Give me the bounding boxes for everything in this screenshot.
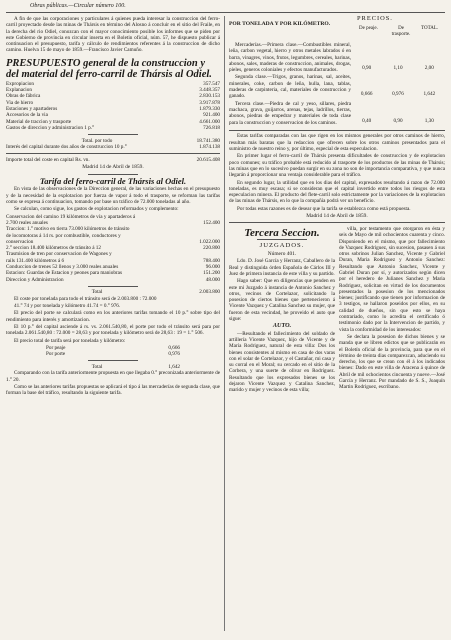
line-item [6,125,220,131]
budget-total-value: 18.741.380 [196,137,220,144]
tariff-paragraph-1: Estas tarifas comparadas con las que rigen en los mismos generales por otros caminos de hierro, resultan más baratas que la redaccion que ofrecen sobre los otros caminos presentados para el suministro de nuestro reino y, por último, especial de esta especulacion. [229,133,445,153]
line-item-value: 3.917.878 [199,99,220,106]
line-item-value: 1.879.330 [199,105,220,112]
line-item-label: Material de traccion y trasporte [6,118,72,125]
line-item-label: Obras de fábrica [6,93,41,100]
line-item-label: Direccion y Administracion [6,276,64,283]
edict-paragraph-1: Ldo. D. José García y Herranz, Caballero de la Real y distinguida órden Española de Cárlos III y Juez de primera instancia de este villa y su partido. [229,258,335,277]
line-item-value: 357.547 [203,80,220,87]
presupuesto-heading: PRESUPUESTO general de la construccion y del material del ferro-carril de Thársis al Odiel. [6,57,212,80]
line-item-value: 220.800 [203,245,220,252]
precio-paragraph-2: El 10 p.° del capital asciende á rs. vs. 2.061.540,80, el porte por todo el tránsito será para por tonelada 2.061.540,80 : 72.000 = 28,63 y por tonelada y kilómetro será de 28,63 : 19 = 1.° 506. [6,323,220,337]
comparando-paragraph: Comparando con la tarifa anteriormente propuesta en que llegaba 0.° preconizada anteriormente de 1.° 20. [6,370,220,383]
final-total-value: 1,642 [168,364,180,371]
intereses-row [6,144,220,150]
precio-paragraph-3: El precio total de tarifa será por tonelada y kilómetro: [14,337,126,344]
col-trasporte: De trasporte. [391,26,411,38]
line-item-label: Conservacion del camino 19 kilómetros de vía y apartaderos á [6,213,136,220]
trasporte-value: 0,90 [393,117,403,124]
line-item-label: Accesorios de la via [6,112,48,119]
line-item-label: de locomotoras á 14 rs. por combustible, conductores y [6,232,121,239]
coste-paragraph-2: 41.° 74 y por tonelada y kilómetro 41.74 = 0.° 976. [14,303,121,310]
line-item-label: rails 131.400 kilómetros á 6 [6,257,65,264]
costs-total-label: Total [91,289,103,296]
costs-list [6,214,220,283]
line-item-label: 2.° seccion 18.400 kilómetros de tránsito á 12 [6,245,101,252]
tariff-vals-1 [351,42,445,74]
edict-col-left [229,226,335,395]
line-item-label: Estaciones y apartaderos [6,105,58,112]
line-item-label: Explanacion [6,87,32,94]
tarifa-paragraph: En vista de las observaciones de la Direccion general, de las variaciones hechas en el presupuesto y de la necesidad de la explotacion por fuerza de vapor á todo el trasporte, se reforman las tarifas como se expresa á continuacion, tomando por base un tráfico de 72.000 toneladas al año. [6,186,220,206]
edict-paragraph-3: —Resultando el fallecimiento del soldado de artillería Vicente Vazquez, hijo de Vicente y de María Rodriguez, natural de esta villa: Dos los bienes consistentes al mismo en casa de dos varas con el solar de Cortelazor, y el Castañar, mi casa y su corral en el Moral; su cercado en el sitio de la Corbera, y una suerte de olivar en Rodríguez. Resultando que los expresados bienes se los dejaron Vicente Vazquez y Catalina Sanchez, marido y mujer y vecinos de esta villa; [229,330,335,394]
peaje-value: 0,40 [362,117,372,124]
intereses-value: 1.874.138 [199,144,220,151]
line-item-value: 48.000 [205,276,220,283]
column-divider [224,16,225,631]
tariff-paragraph-3: En segundo lugar, la utilidad que en los dias del capital, expresados resultando á razon de 72.000 toneladas, es muy escasa; si se consideran que el capital invertido entre todos los riesgos de esta especulacion minera. El producto del flete-carril solo estrictamente por la variaciones de la explotacion de las minas de Thársis, en lo que la compañía podrá ver un beneficio. [229,179,445,205]
divider [229,130,445,131]
edict-paragraph-5: Se declara la posesion de dichos bienes y se manda que se libren edictos que se publicarán en el Boletín oficial de la provincia, para que en el término de treinta dias comparezcan, aduciendo su derecho, los que se crean con él á los indicados bienes: Dado en este villa de Aracena á quince de Abril de mil ochocientos cincuenta y nueve.—José García y Herranz. Por mandado de S. S., Joaquín Martin Rodriguez, escribano. [339,333,445,391]
col-peaje: De peaje. [359,26,378,31]
line-item-value: 921.400 [203,112,220,119]
line-item-value: 151.200 [203,270,220,277]
edict-number: Número 401. [267,251,297,258]
tariff-vals-2 [351,74,445,100]
line-item-label: Trasmision de tren por conservacion de Wagones y [6,251,112,258]
tariff-paragraph-4: Por todas estas razones es de desear que la tarifa se establezca como está propuesta. [237,205,411,212]
tariff-cat-2: Segunda clase.—Trigos, granos, harinas, sal, aceites, minerales, coke, carbon de leña, hulla, lana, tablas, maderas de carpinteria, cal, materiales de construccion y ganado. [229,74,351,100]
edict-paragraph-2: Hago saber: Que en diligencias que penden en este mi Juzgado á instancia de Antonio Sanchez y otros, vecinos de Cortelazor, solicitando la posesion de ciertos bienes que pertenecieron á Vicente Vazquez y Catalina Sanchez su mujer, que fueron de esta vecindad, he proveido el auto que sigue: [229,278,335,323]
date-line-2: Madrid 14 de Abril de 1859. [306,213,368,220]
trasporte-value: 1,10 [393,65,403,72]
line-item-value: 3.448.357 [199,87,220,94]
line-item-label: Por peaje [46,344,66,351]
tariff-cat-1: Mercaderías.—Primera clase.—Combustibles mineral, leña, carbon vegetal, hierro y otros metales labrados ó en barra, vinagres, vinos, frutos, legumbres, cereales, harinas, abonos, sales, maderas de construccion, animales, drogas, pieles, generos coloniales y efectos manufacturados. [229,42,351,74]
line-item-label: Por porte [46,351,66,358]
budget-total-label: Total. por todo [81,137,113,144]
divider [257,239,307,240]
divider [88,174,138,175]
tarifa-paragraph-2: Se calculan, como sigue, los gastos de explotacion reformados y complemento: [14,206,179,213]
line-item-label: Expropiacion [6,80,34,87]
line-item-value: 4.661.000 [199,118,220,125]
final-total-label: Total [91,364,103,371]
line-item-label: Conduccion de trenes 52 llenos y 3.000 reales anuales [6,263,119,270]
running-header [6,2,445,13]
importe-value: 20.615.408 [196,156,220,163]
importe-label: Importe total del coste en capital Rs. vn. [6,156,90,163]
tariff-table-title: POR TONELADA Y POR KILÓMETRO. [229,21,331,27]
line-item-label: Gastos de direccion y administracion 1 p.° [6,124,95,131]
line-item [6,277,220,283]
line-item-value: 726.818 [203,124,220,131]
costs-total-value: 2.003.800 [199,289,220,296]
line-item-label: 2.700 reales anuales [6,219,48,226]
total-value: 1,642 [423,91,436,98]
line-item-label: Estacion: Guardas de Estacion y peones para maniobras [6,270,122,277]
line-item-label: conservacion [6,238,34,245]
divider [88,360,138,361]
intro-paragraph: A fin de que las corporaciones y particulares á quienes pueda interesar la construccion del ferro-carril proyectado desde las minas de Thársis en término del Alosno á concluir en el sitio del Fraile, en la derecha del rio Odiel, conozcan con el mayor conocimiento posible los informes que se piden por este Gobierno de provincia en circular inserta en el Boletin oficial, núm. 57, he dispuesto publicar á continuacion el presupuesto, tarifa y cálculo de rendimientos referentes á la construccion de dicho camino. Huelva 15 de mayo de 1859.—Francisco Javier Camuño. [6,16,220,54]
right-column [229,16,445,395]
divider [229,222,445,223]
coste-paragraph: El coste por tonelada para todo el tránsito será de 2.003.800 : 72.000 [14,295,157,302]
tariff-row-2 [229,74,445,100]
tariff-table-header [229,16,445,42]
tariff-row-3 [229,101,445,127]
tarifa-heading: Tarifa del ferro-carril de Thársis al Odiel. [39,176,187,187]
line-item-value: 2.830.153 [199,93,220,100]
line-item [46,351,180,357]
line-item-value: 0,976 [168,351,180,358]
divider [88,134,138,135]
comparando-paragraph-2: Como se las anteriores tarifas propuestas se aplicará el tipo á las mercaderías de segunda clase, que forman la base del tráfico, resultando la siguiente tarifa. [6,383,220,397]
peaje-value: 0,90 [362,65,372,72]
juzgados-heading: JUZGADOS. [259,241,305,249]
divider [88,286,138,287]
header-title: Obras públicas.—Circular número 100. [30,3,126,9]
total-value: 2,00 [424,65,434,72]
final-list [6,345,220,358]
precio-paragraph: El precio del porte se calculará como en los anteriores tarifas tomando el 10 p.° sobre tipo del rendimiento para interés y amortizacion. [6,310,220,323]
tariff-vals-3 [351,101,445,127]
left-column [6,16,220,398]
tariff-cat-3: Tercera clase.—Piedra de cal y yeso, sillares, piedra machaca, grava, guijarros, arenas, tejas, ladrillos, tierras, abonos, piedras de empedrar y materiales de toda clase para la construccion y conservacion de los caminos. [229,100,351,126]
date-line: Madrid 14 de Abril de 1859. [82,164,144,171]
auto-heading: AUTO. [272,322,292,330]
col-total: TOTAL. [421,26,439,31]
edict-columns [229,226,445,395]
intereses-label: Interés del capital durante dos años de construccion 10 p.° [6,144,127,151]
edict-paragraph-4: villa, por testamento que otorgaron en ésta y seis de Mayo de mil ochocientos cuarenta y cinco. Disponiendo en el mismo, que por fallecimiento de Vazquez Rodriguez, sin sucesion, pasasen á sus otros sobrinos Julian Sanchez, Vicente y Gabriel Duran, Maria Rodriguez y Antonio Sanchez: Resultando que Antonio Sanchez, Vicente y Gabriel Duran por sí, y autorizados según dicen por el heredero de Julianes Sanchez y Maria Rodriguez, solicitan en virtud de los documentos presentados la posesion de los mencionados bienes; justificando que tienen por informacion de 3 testigos, se hallaron poseidos por ellos, en su calidad de dueños, sin que esto se haya contrariado, como lo acredita el certificado ó testimonio dado por la Intervencion de partido, y vista la conformidad de los interesados: [339,225,445,333]
peaje-value: 0,666 [360,91,373,98]
costs-total-row [6,289,220,295]
divider [6,153,220,154]
line-item-label: Traccion: 1.° motivo en tierra 73.000 kilómetros de tránsito [6,226,130,233]
total-value: 1,30 [424,117,434,124]
tariff-row-1 [229,42,445,74]
trasporte-value: 0,976 [392,91,404,98]
budget-list [6,81,220,131]
tercera-seccion-heading: Tercera Seccion. [244,226,320,239]
line-item-value: 152.400 [203,219,220,226]
line-item-value: 96.000 [205,263,220,270]
tariff-paragraph-2: En primer lugar el ferro-carril de Thársis presenta dificultades de construccion y de explotacion poco comunes; su tráfico probable está reducido al trasporte de los productos de las minas de Thársis; las minas que en lo sucesivo puedan surgir en su zona no son de importancia comparativa, y que nunca llegarán á proporcionar una ventaja considerable para el tráfico. [229,153,445,179]
line-item-label: Via de hierro [6,99,34,106]
line-item-value: 1.022.000 [199,238,220,245]
edict-col-right [339,226,445,395]
importe-row [6,157,220,163]
precios-heading: PRECIOS. [357,15,393,22]
line-item-value: 788.400 [203,257,220,264]
line-item-value: 0,666 [168,344,180,351]
